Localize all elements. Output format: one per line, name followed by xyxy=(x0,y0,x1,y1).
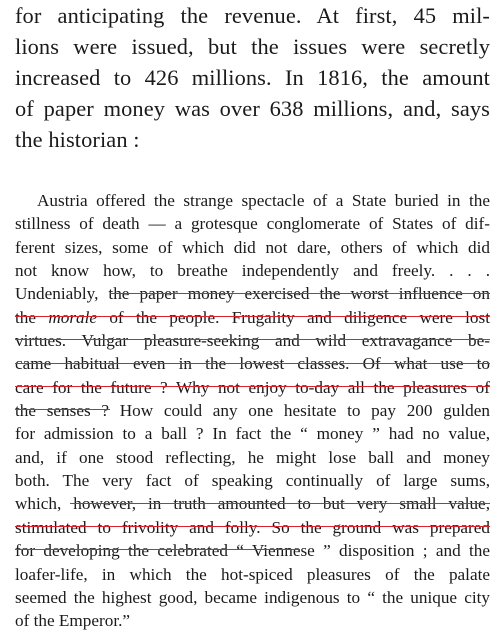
quote-line: both. The very fact of speaking continually of large sums, xyxy=(15,471,490,491)
quote-line: which, however, in truth amounted to but very small value, xyxy=(15,494,490,514)
quote-line: the senses ? How could any one hesitate to pay 200 gulden xyxy=(15,401,490,421)
intro-line: of paper money was over 638 millions, and, says xyxy=(15,96,490,121)
intro-line: lions were issued, but the issues were secretly xyxy=(15,34,490,59)
quote-line: for developing the celebrated “ Viennese ” disposition ; and the xyxy=(15,541,490,561)
quote-line: of the Emperor.” xyxy=(15,611,131,631)
quote-line: not know how, to breathe independently and freely. . . . xyxy=(15,261,490,281)
quote-line: virtues. Vulgar pleasure-seeking and wild extravagance be- xyxy=(15,331,490,351)
quote-line: seemed the highest good, became indigenous to “ the unique city xyxy=(15,587,490,607)
quote-line: loafer-life, in which the hot-spiced pleasures of the palate xyxy=(15,564,490,584)
quote-line: stimulated to frivolity and folly. So the ground was prepared xyxy=(15,517,490,537)
italic-word: morale xyxy=(48,307,98,327)
intro-line: increased to 426 millions. In 1816, the amount xyxy=(15,65,490,90)
quote-line: Undeniably, the paper money exercised the worst influence on xyxy=(15,284,490,304)
intro-line: for anticipating the revenue. At first, 45 mil- xyxy=(15,3,490,28)
intro-line: the historian : xyxy=(15,127,140,152)
quote-line: care for the future ? Why not enjoy to-day all the pleasures of xyxy=(15,377,490,397)
quote-line: ferent sizes, some of which did not dare, others of which did xyxy=(15,237,490,257)
block-quotation xyxy=(15,189,490,633)
quote-line-morale: the morale of the people. Frugality and diligence were lost xyxy=(15,307,490,327)
quote-line: stillness of death — a grotesque conglomerate of States of dif- xyxy=(15,214,490,234)
intro-paragraph xyxy=(15,0,490,155)
quote-line: for admission to a ball ? In fact the “ money ” had no value, xyxy=(15,424,490,444)
quote-line: Austria offered the strange spectacle of a State buried in the xyxy=(37,191,490,210)
quote-line: and, if one stood reflecting, he might lose ball and money xyxy=(15,447,490,467)
quote-line: came habitual even in the lowest classes. Of what use to xyxy=(15,354,490,374)
